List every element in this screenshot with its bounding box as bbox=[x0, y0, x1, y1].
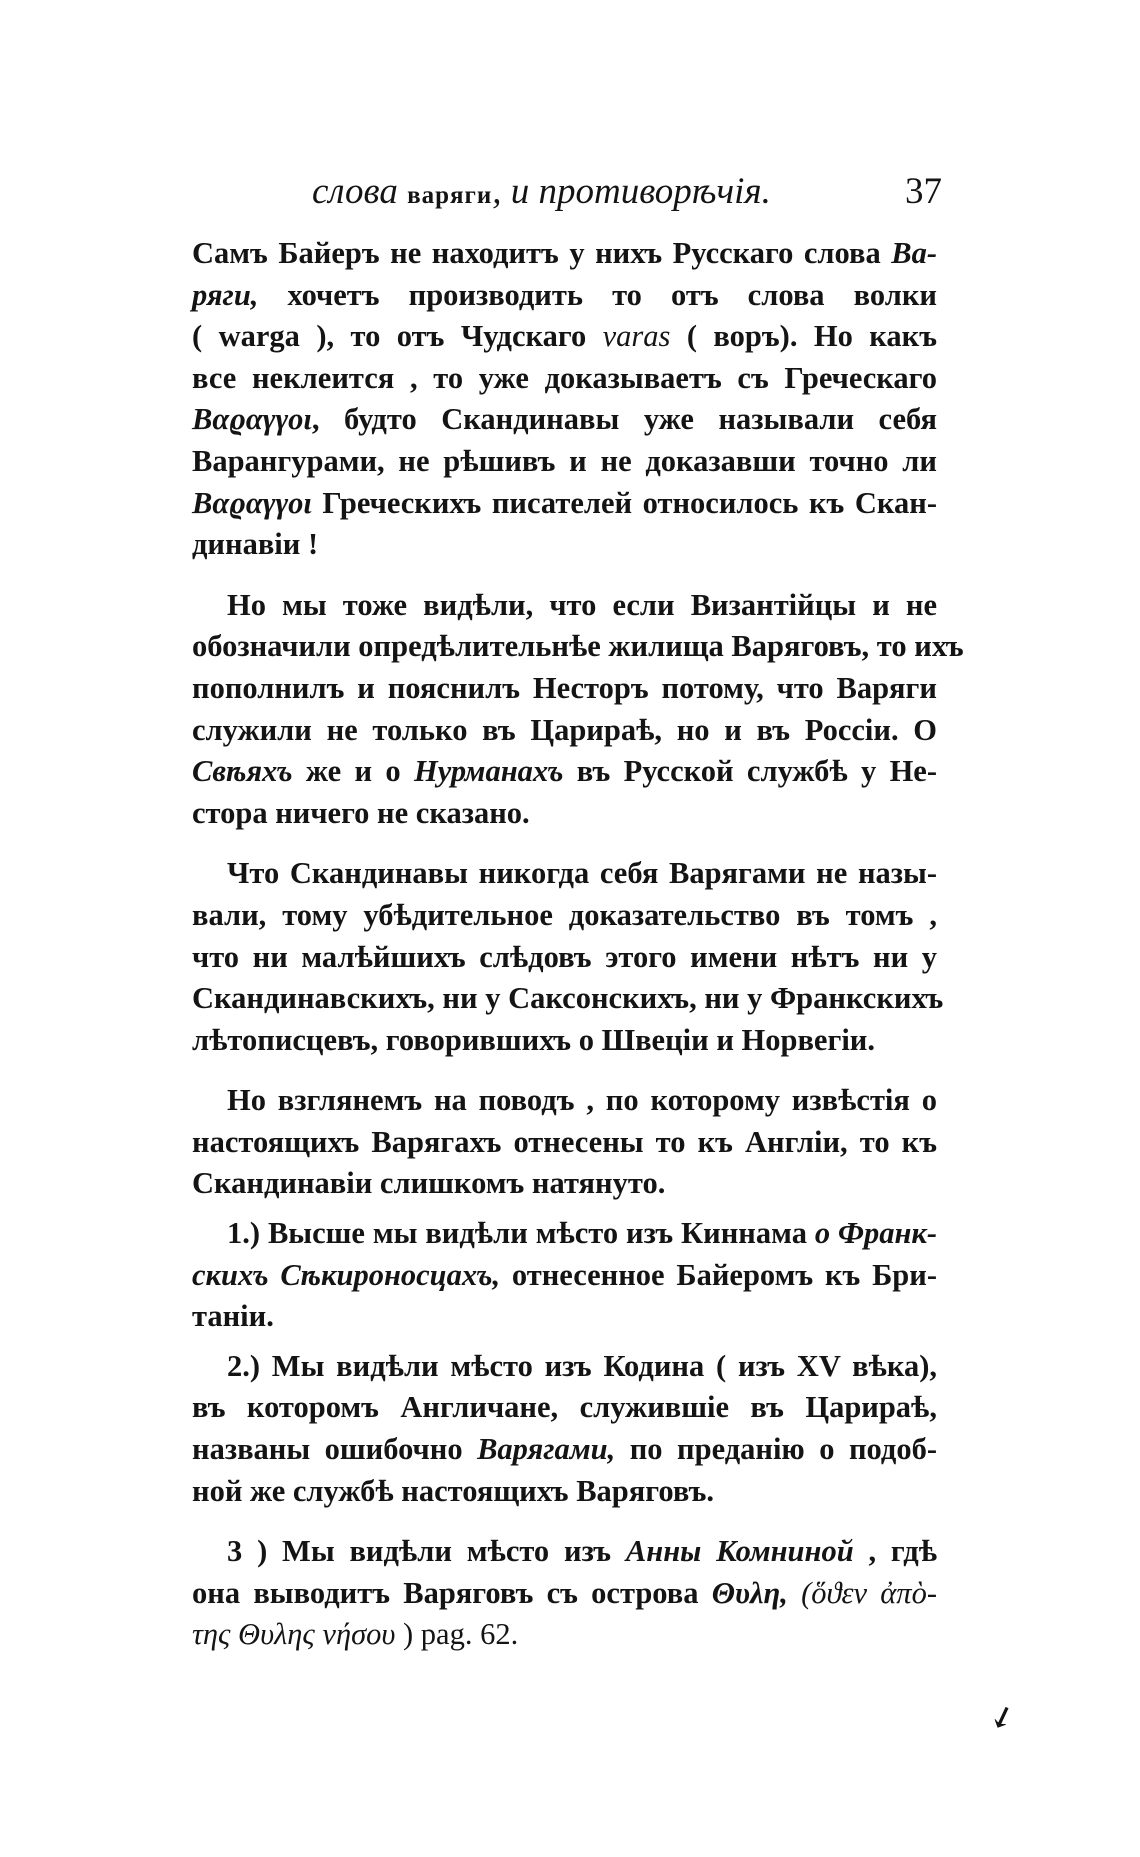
text-line: служили не только въ Царираѣ, но и въ Россіи. О bbox=[192, 712, 937, 747]
text-line: пополнилъ и пояснилъ Несторъ потому, что Варяги bbox=[192, 670, 937, 705]
text-line: лѣтописцевъ, говорившихъ о Швеціи и Норвегіи. bbox=[192, 1022, 875, 1057]
paragraph-2 bbox=[192, 585, 964, 835]
text-line: скихъ Сѣкироносцахъ, отнесенное Байеромъ къ Бри- bbox=[192, 1257, 937, 1292]
text-line: Βαϱαγγοι Греческихъ писателей относилось къ Скан- bbox=[192, 485, 937, 520]
text-line: таніи. bbox=[192, 1299, 274, 1334]
text-line: Самъ Байеръ не находитъ у нихъ Русскаго слова Ва- bbox=[192, 236, 937, 270]
text-line: της Θυλης νήσου ) pag. 62. bbox=[192, 1617, 519, 1652]
paragraph-gap bbox=[192, 1338, 937, 1346]
text-line: она выводитъ Варяговъ съ острова Θυλη, (ὅϑεν ἀπὸ- bbox=[192, 1575, 937, 1610]
text-line: Но мы тоже видѣли, что если Византійцы и не bbox=[227, 587, 937, 622]
list-item-2 bbox=[192, 1346, 937, 1512]
text-line: Варангурами, не рѣшивъ и не доказавши точно ли bbox=[192, 443, 937, 478]
text-line: названы ошибочно Варягами, по преданію о подоб- bbox=[192, 1432, 937, 1467]
text-line: 3 ) Мы видѣли мѣсто изъ Анны Комниной , гдѣ bbox=[227, 1534, 937, 1569]
text-line: Βαϱαγγοι, будто Скандинавы уже называли себя bbox=[192, 402, 937, 437]
text-line: что ни малѣйшихъ слѣдовъ этого имени нѣтъ ни у bbox=[192, 939, 937, 974]
text-line: вали, тому убѣдительное доказательство въ томъ , bbox=[192, 897, 937, 932]
text-line: Скандинавіи слишкомъ натянуто. bbox=[192, 1166, 666, 1201]
text-line: Скандинавскихъ, ни у Саксонскихъ, ни у Франкскихъ bbox=[192, 981, 944, 1016]
text-line: 2.) Мы видѣли мѣсто изъ Кодина ( изъ XV вѣка), bbox=[227, 1348, 937, 1383]
text-line: обозначили опредѣлительнѣе жилища Варяговъ, то ихъ bbox=[192, 629, 964, 664]
body-text bbox=[192, 233, 964, 1656]
paragraph-gap bbox=[192, 834, 937, 853]
text-line: все неклеится , то уже доказываетъ съ Греческаго bbox=[192, 360, 937, 395]
text-line: настоящихъ Варягахъ отнесены то къ Англіи, то къ bbox=[192, 1124, 937, 1159]
page-number: 37 bbox=[905, 171, 942, 212]
paragraph-4 bbox=[192, 1080, 937, 1205]
list-item-3 bbox=[192, 1531, 937, 1656]
text-line: ной же службѣ настоящихъ Варяговъ. bbox=[192, 1473, 714, 1508]
text-line: стора ничего не сказано. bbox=[192, 795, 530, 830]
text-line: ( warga ), то отъ Чудскаго varas ( воръ). Но какъ bbox=[192, 319, 937, 354]
paragraph-1 bbox=[192, 233, 937, 566]
list-item-1 bbox=[192, 1213, 937, 1338]
running-title-smallcaps: варяги bbox=[407, 182, 493, 209]
running-header bbox=[312, 166, 942, 218]
ink-mark-decoration: ↙ bbox=[984, 1696, 1021, 1739]
paragraph-gap bbox=[192, 1205, 937, 1213]
text-line: 1.) Высше мы видѣли мѣсто изъ Киннама о Франк- bbox=[227, 1216, 937, 1251]
text-line: въ которомъ Англичане, служившіе въ Царираѣ, bbox=[192, 1390, 937, 1425]
running-title: слова варяги, и противорѣчія. bbox=[312, 171, 771, 212]
text-line: Но взглянемъ на поводъ , по которому извѣстія о bbox=[227, 1083, 937, 1118]
text-line: ряги, хочетъ производить то отъ слова волки bbox=[192, 277, 937, 312]
paragraph-gap bbox=[192, 1061, 937, 1080]
paragraph-gap bbox=[192, 1512, 937, 1531]
text-line: Свѣяхъ же и о Нурманахъ въ Русской службѣ у Не- bbox=[192, 754, 938, 789]
text-line: Что Скандинавы никогда себя Варягами не назы- bbox=[227, 856, 937, 891]
paragraph-3 bbox=[192, 853, 944, 1061]
paragraph-gap bbox=[192, 566, 937, 585]
text-line: динавіи ! bbox=[192, 527, 319, 562]
